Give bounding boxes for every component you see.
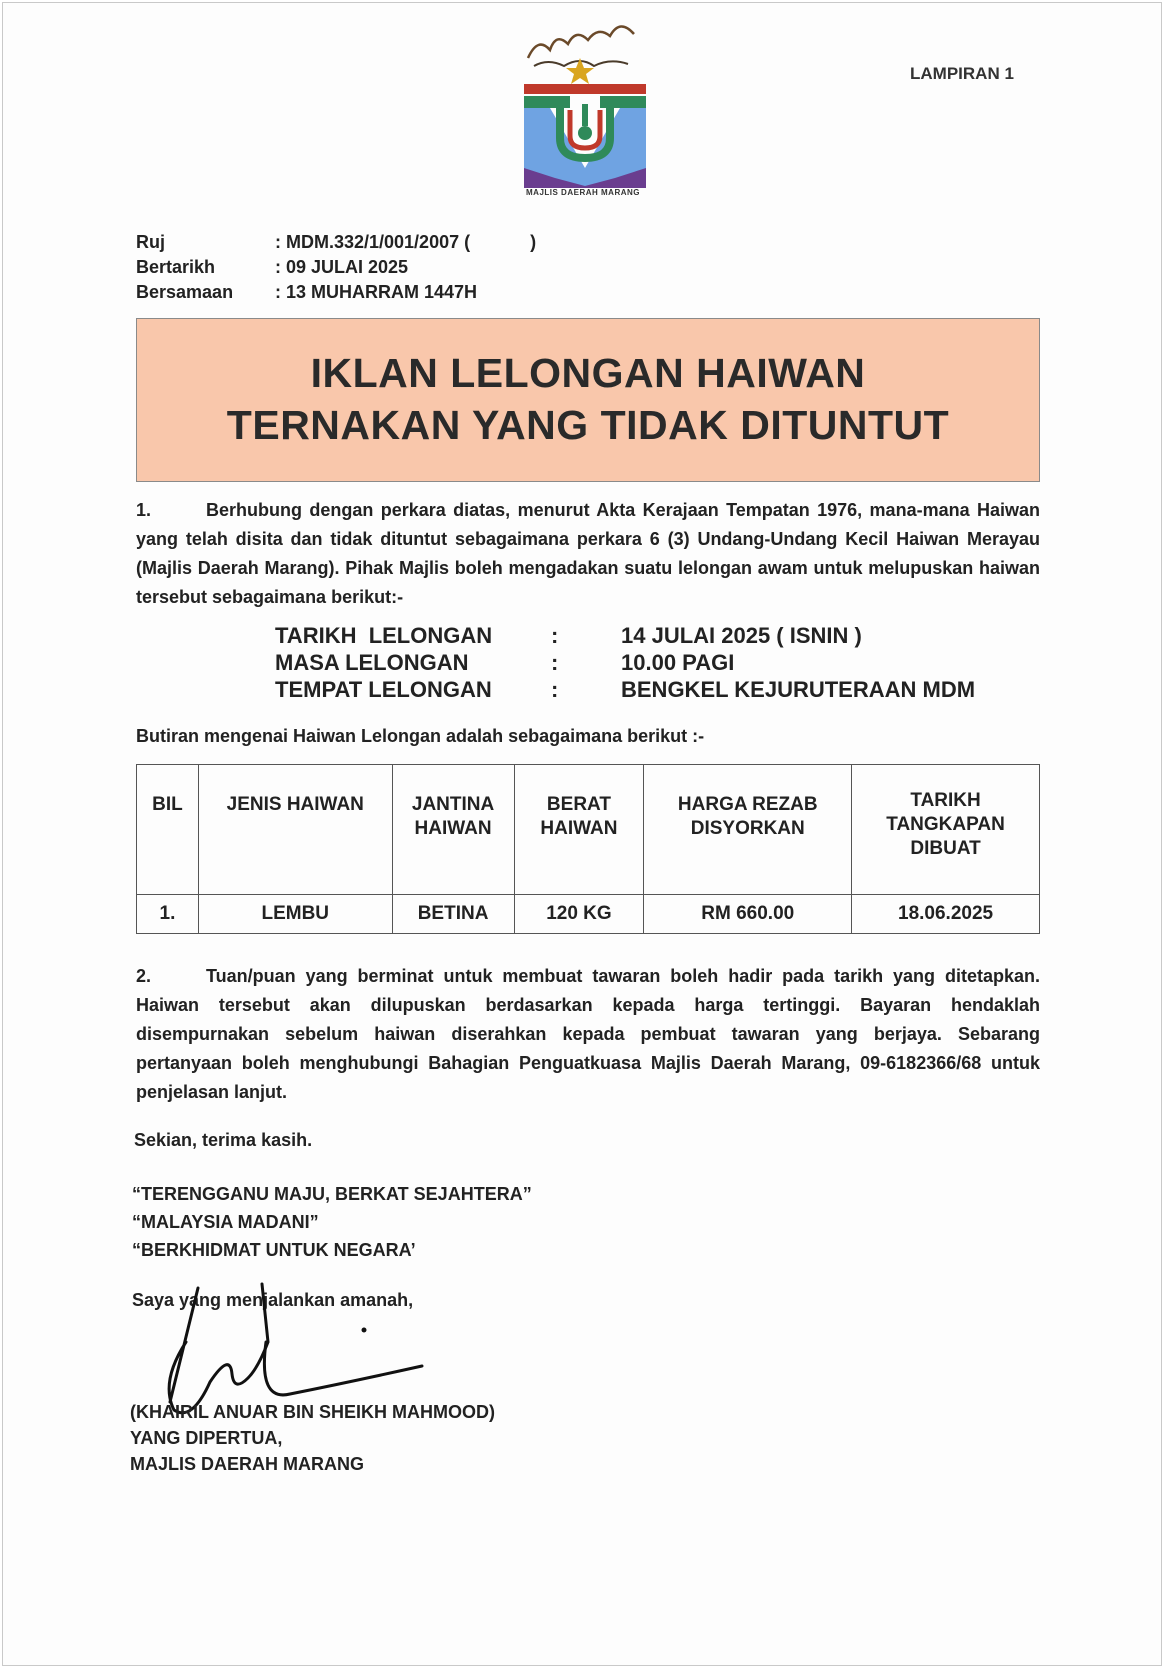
- cell-tarikh: 18.06.2025: [852, 895, 1040, 934]
- header-line: TANGKAPAN: [886, 814, 1005, 835]
- mdm-logo: [520, 18, 650, 200]
- table-header-row: [137, 765, 1040, 895]
- slogan: “TERENGGANU MAJU, BERKAT SEJAHTERA”: [132, 1184, 532, 1204]
- header-tarikh-tangkapan: [852, 765, 1040, 895]
- detail-row: [275, 676, 975, 703]
- reference-key: Bertarikh: [136, 257, 216, 277]
- detail-label: TARIKH LELONGAN: [275, 623, 493, 648]
- header-line: HARGA REZAB: [677, 794, 818, 815]
- auction-details: [275, 622, 975, 703]
- detail-row: [275, 649, 975, 676]
- reference-value: : 09 JULAI 2025: [275, 257, 409, 277]
- signatory-block: [130, 1399, 495, 1477]
- header-line: JANTINA: [411, 794, 495, 815]
- detail-colon: :: [551, 677, 559, 702]
- slogan: “BERKHIDMAT UNTUK NEGARA’: [132, 1240, 416, 1260]
- header-berat-haiwan: [514, 765, 644, 895]
- signatory-position: YANG DIPERTUA,: [130, 1428, 283, 1448]
- detail-label: MASA LELONGAN: [275, 650, 469, 675]
- header-line: HAIWAN: [414, 818, 492, 839]
- title-banner: [136, 318, 1040, 482]
- header-jantina-haiwan: [392, 765, 514, 895]
- reference-value: : MDM.332/1/001/2007 ( ): [275, 232, 537, 252]
- slogan: “MALAYSIA MADANI”: [132, 1212, 319, 1232]
- header-jenis-haiwan: [198, 765, 392, 895]
- animal-table: [136, 764, 1040, 934]
- detail-row: [275, 622, 975, 649]
- reference-key: Ruj: [136, 232, 165, 252]
- header-line: JENIS HAIWAN: [226, 794, 364, 815]
- paragraph-number: 1.: [136, 500, 152, 520]
- cell-bil: 1.: [137, 895, 199, 934]
- paragraph-2: [136, 962, 1040, 1107]
- cell-harga: RM 660.00: [644, 895, 852, 934]
- header-line: DISYORKAN: [690, 818, 805, 839]
- closing-text: Sekian, terima kasih.: [134, 1130, 313, 1150]
- reference-row: [136, 230, 536, 255]
- cell-jenis: LEMBU: [198, 895, 392, 934]
- butiran-text: Butiran mengenai Haiwan Lelongan adalah sebagaimana berikut :-: [136, 726, 705, 746]
- detail-value: 10.00 PAGI: [621, 650, 735, 675]
- header-line: BIL: [152, 794, 183, 815]
- reference-row: [136, 255, 536, 280]
- header-line: HAIWAN: [540, 818, 618, 839]
- detail-colon: :: [551, 650, 559, 675]
- amanah-text: Saya yang menjalankan amanah,: [132, 1290, 414, 1310]
- reference-row: [136, 280, 536, 305]
- slogans: [132, 1180, 532, 1264]
- reference-block: [136, 230, 536, 305]
- detail-value: 14 JULAI 2025 ( ISNIN ): [621, 623, 862, 648]
- reference-value: : 13 MUHARRAM 1447H: [275, 282, 478, 302]
- header-line: DIBUAT: [910, 838, 981, 859]
- header-harga-rezab: [644, 765, 852, 895]
- title-line-1: IKLAN LELONGAN HAIWAN: [310, 350, 866, 396]
- header-bil: [137, 765, 199, 895]
- lampiran-label: LAMPIRAN 1: [910, 64, 1014, 83]
- detail-label: TEMPAT LELONGAN: [275, 677, 492, 702]
- detail-colon: :: [551, 623, 559, 648]
- signatory-organization: MAJLIS DAERAH MARANG: [130, 1454, 364, 1474]
- title-line-2: TERNAKAN YANG TIDAK DITUNTUT: [226, 402, 950, 448]
- detail-value: BENGKEL KEJURUTERAAN MDM: [621, 677, 976, 702]
- table-row: [137, 895, 1040, 934]
- paragraph-1: [136, 496, 1040, 612]
- paragraph-text: Berhubung dengan perkara diatas, menurut Akta Kerajaan Tempatan 1976, mana-mana Haiwan yang telah disita dan tidak dituntut sebagaimana perkara 6 (3) Undang-Undang Kecil Haiwan Merayau (Majlis Daerah Marang). Pihak Majlis boleh mengadakan suatu lelongan awam untuk melupuskan haiwan tersebut sebagaimana berikut:-: [136, 500, 1040, 607]
- header-line: BERAT: [546, 794, 611, 815]
- logo-caption: MAJLIS DAERAH MARANG: [526, 188, 640, 197]
- paragraph-number: 2.: [136, 966, 152, 986]
- signatory-name: (KHAIRIL ANUAR BIN SHEIKH MAHMOOD): [130, 1402, 495, 1422]
- cell-berat: 120 KG: [514, 895, 644, 934]
- header-line: TARIKH: [910, 790, 981, 811]
- reference-key: Bersamaan: [136, 282, 234, 302]
- paragraph-text: Tuan/puan yang berminat untuk membuat tawaran boleh hadir pada tarikh yang ditetapkan. Haiwan tersebut akan dilupuskan berdasarkan kepada harga tertinggi. Bayaran hendaklah disempurnakan sebelum haiwan diserahkan kepada pembuat tawaran yang berjaya. Sebarang pertanyaan boleh menghubungi Bahagian Penguatkuasa Majlis Daerah Marang, 09-6182366/68 untuk penjelasan lanjut.: [136, 966, 1040, 1102]
- cell-jantina: BETINA: [392, 895, 514, 934]
